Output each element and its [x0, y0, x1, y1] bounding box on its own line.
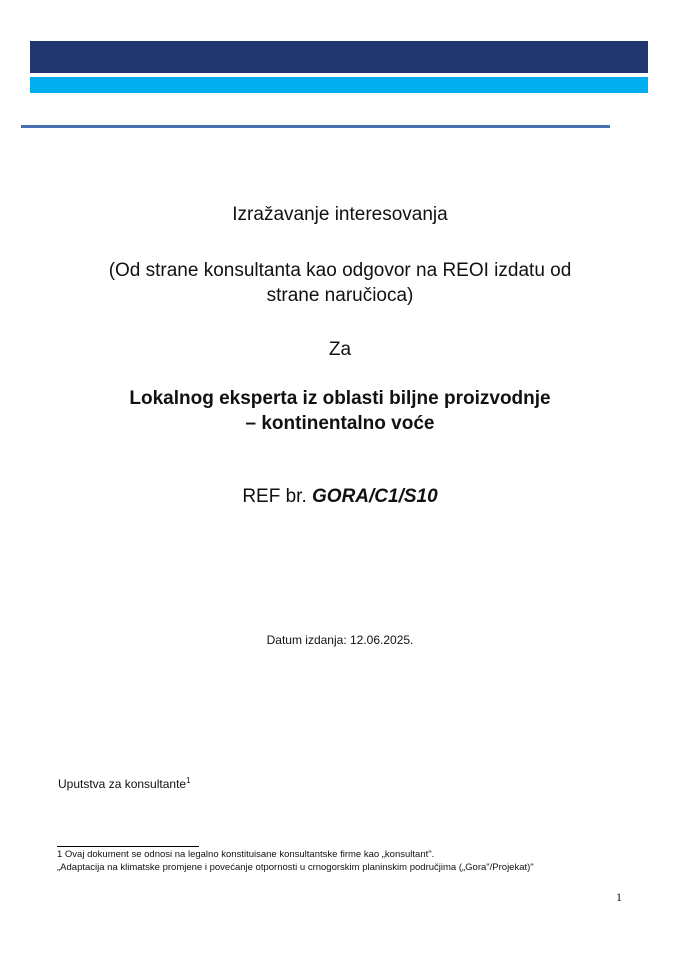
- footnote-2: „Adaptacija na klimatske promjene i povećanje otpornosti u crnogorskim planinskim područjima („Gora"/Projekat)": [57, 862, 534, 873]
- header-rule: [21, 125, 610, 128]
- subtitle-line-1: (Od strane konsultanta kao odgovor na REOI izdatu od: [108, 260, 572, 281]
- position-line-1: Lokalnog eksperta iz oblasti biljne proizvodnje: [129, 388, 551, 409]
- reference-number: [40, 486, 640, 508]
- position-title: [40, 386, 640, 436]
- page-number: 1: [616, 890, 622, 904]
- instructions-heading: [58, 776, 191, 791]
- document-subtitle: [40, 258, 640, 308]
- footnote-separator: [57, 846, 199, 847]
- position-line-2: – kontinentalno voće: [245, 413, 435, 434]
- issue-date: Datum izdanja: 12.06.2025.: [266, 633, 414, 647]
- footnote-ref: 1: [186, 776, 191, 785]
- header-bar-light: [30, 77, 648, 93]
- footnote-1: 1 Ovaj dokument se odnosi na legalno konstituisane konsultantske firme kao „konsultant".: [57, 849, 435, 860]
- subtitle-line-2: strane naručioca): [266, 285, 414, 306]
- ref-prefix: REF br.: [242, 486, 307, 507]
- document-title: Izražavanje interesovanja: [232, 204, 448, 225]
- header-bar-dark: [30, 41, 648, 73]
- ref-code: GORA/C1/S10: [312, 486, 438, 507]
- instructions-text: Uputstva za konsultante: [58, 777, 187, 791]
- za-label: Za: [328, 339, 352, 360]
